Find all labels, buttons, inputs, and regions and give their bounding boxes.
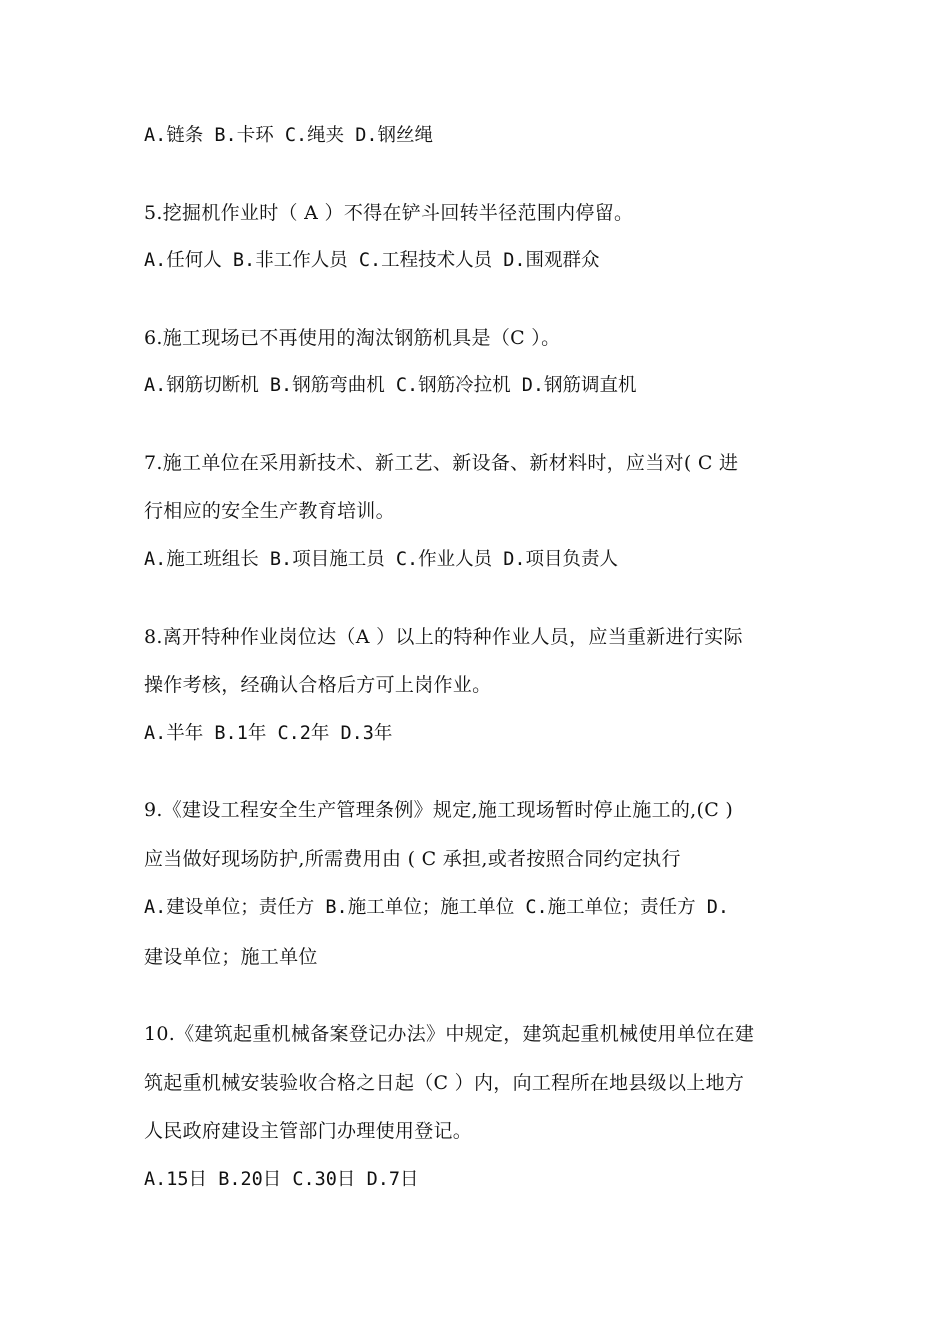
q9-options-line2: 建设单位；施工单位 [144,946,318,968]
q9-question-line2: 应当做好现场防护,所需费用由 ( C 承担,或者按照合同约定执行 [144,848,681,870]
q7-options: A.施工班组长 B.项目施工员 C.作业人员 D.项目负责人 [144,549,619,570]
q10-question-line2: 筑起重机械安装验收合格之日起（C ）内，向工程所在地县级以上地方 [144,1072,745,1094]
q10-options: A.15日 B.20日 C.30日 D.7日 [144,1169,419,1190]
q5-options: A.任何人 B.非工作人员 C.工程技术人员 D.围观群众 [144,250,600,271]
q4-options: A.链条 B.卡环 C.绳夹 D.钢丝绳 [144,125,434,146]
q9-options-line1: A.建设单位；责任方 B.施工单位；施工单位 C.施工单位；责任方 D. [144,897,730,918]
q8-options: A.半年 B.1年 C.2年 D.3年 [144,723,393,744]
q6-options: A.钢筋切断机 B.钢筋弯曲机 C.钢筋冷拉机 D.钢筋调直机 [144,375,637,396]
q9-question-line1: 9.《建设工程安全生产管理条例》规定,施工现场暂时停止施工的,(C ) [144,799,734,821]
q8-question-line2: 操作考核，经确认合格后方可上岗作业。 [144,674,492,696]
q7-question-line2: 行相应的安全生产教育培训。 [144,500,395,522]
q5-question: 5.挖掘机作业时（ A ）不得在铲斗回转半径范围内停留。 [144,202,634,224]
q10-question-line1: 10.《建筑起重机械备案登记办法》中规定，建筑起重机械使用单位在建 [144,1023,755,1045]
q8-question-line1: 8.离开特种作业岗位达（A ）以上的特种作业人员，应当重新进行实际 [144,626,743,648]
q6-question: 6.施工现场已不再使用的淘汰钢筋机具是（C ）。 [144,327,561,349]
q10-question-line3: 人民政府建设主管部门办理使用登记。 [144,1120,473,1142]
q7-question-line1: 7.施工单位在采用新技术、新工艺、新设备、新材料时，应当对( C 进 [144,452,739,474]
